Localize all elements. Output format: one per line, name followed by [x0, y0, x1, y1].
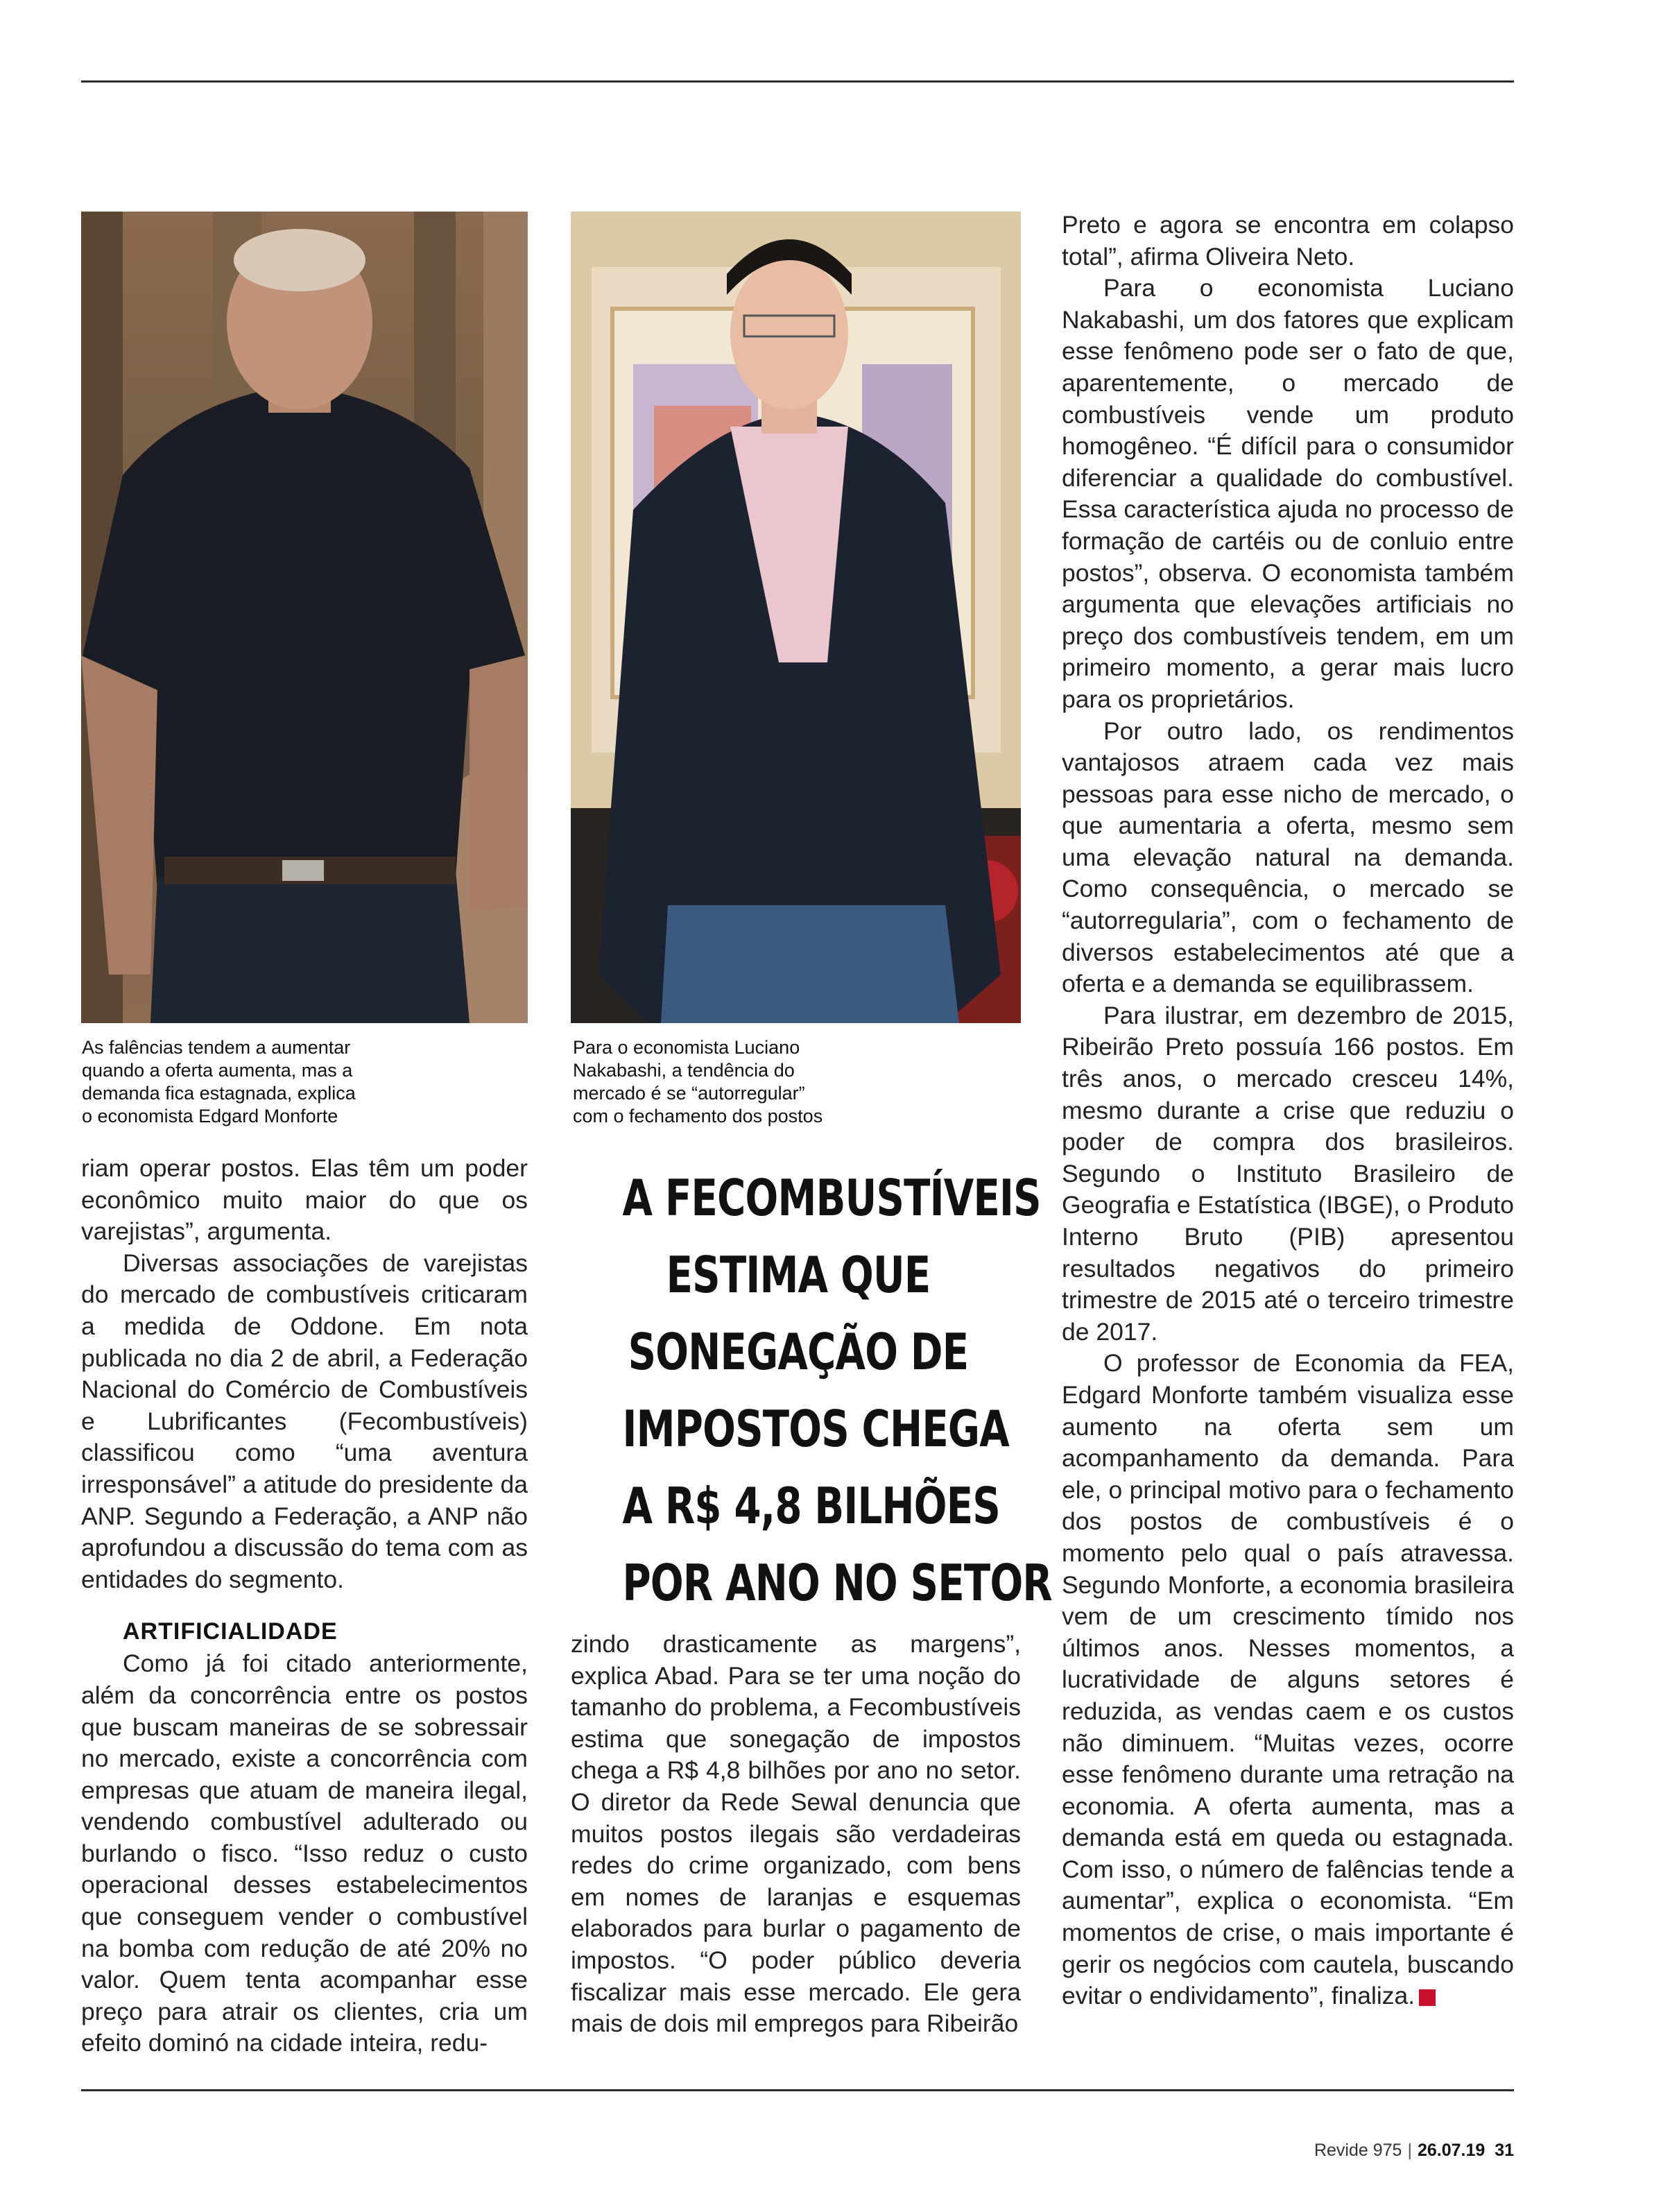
pull-quote-line: POR ANO NO SETOR — [622, 1554, 1052, 1612]
caption-line: demanda fica estagnada, explica — [82, 1083, 356, 1104]
paragraph: Para ilustrar, em dezembro de 2015, Ribeirão Preto possuía 166 postos. Em três anos, o mercado cresceu 14%, mesmo durante a crise que reduziu o poder de compra dos brasileiros. Segundo o Instituto Brasileiro de Geografia e Estatística (IBGE), o Produto Interno Bruto (PIB) apresentou resultados negativos do primeiro trimestre de 2015 até o terceiro trimestre de 2017. — [1062, 1001, 1514, 1346]
pull-quote-line: A FECOMBUSTÍVEIS — [622, 1169, 1041, 1227]
paragraph — [1062, 1348, 1514, 2012]
photo-luciano-nakabashi — [571, 212, 1021, 1023]
paragraph: riam operar postos. Elas têm um poder econômico muito maior do que os varejistas”, argumenta. — [81, 1154, 528, 1246]
photo-caption-left — [82, 1036, 356, 1128]
caption-line: As falências tendem a aumentar — [82, 1037, 351, 1058]
pull-quote-line: A R$ 4,8 BILHÕES — [622, 1477, 1000, 1535]
photo-caption-middle — [573, 1036, 823, 1128]
photo-edgard-monforte — [81, 212, 528, 1023]
caption-line: o economista Edgard Monforte — [82, 1106, 338, 1126]
page-footer — [1314, 2141, 1514, 2161]
column-middle — [571, 1629, 1021, 2040]
caption-line: Para o economista Luciano — [573, 1037, 800, 1058]
footer-separator: | — [1407, 2141, 1412, 2160]
bottom-rule — [81, 2089, 1514, 2091]
paragraph: zindo drasticamente as margens”, explica Abad. Para se ter uma noção do tamanho do problema, a Fecombustíveis estima que sonegação de impostos chega a R$ 4,8 bilhões por ano no setor. O diretor da Rede Sewal denuncia que muitos postos ilegais são verdadeiras redes do crime organizado, com bens em nomes de laranjas e esquemas elaborados para burlar o pagamento de impostos. “O poder público deveria fiscalizar mais esse mercado. Ele gera mais de dois mil empregos para Ribeirão — [571, 1630, 1021, 2038]
pull-quote-line: IMPOSTOS CHEGA — [622, 1400, 1009, 1458]
subheading: ARTIFICIALIDADE — [123, 1618, 338, 1645]
column-right — [1062, 209, 1514, 2012]
issue-date: 26.07.19 — [1417, 2141, 1486, 2160]
caption-line: mercado é se “autorregular” — [573, 1083, 805, 1104]
caption-line: quando a oferta aumenta, mas a — [82, 1060, 353, 1081]
paragraph: Diversas associações de varejistas do mercado de combustíveis criticaram a medida de Oddone. Em nota publicada no dia 2 de abril, a Federação Nacional do Comércio de Combustíveis e Lubrificantes (Fecombustíveis) classificou como “uma aventura irresponsável” a atitude do presidente da ANP. Segundo a Federação, a ANP não aprofundou a discussão do tema com as entidades do segmento. — [81, 1249, 528, 1593]
magazine-name: Revide 975 — [1314, 2141, 1402, 2160]
pull-quote-line: SONEGAÇÃO DE — [628, 1323, 969, 1381]
top-rule — [81, 80, 1514, 83]
caption-line: com o fechamento dos postos — [573, 1106, 823, 1126]
paragraph: Para o economista Luciano Nakabashi, um dos fatores que explicam esse fenômeno pode ser o fato de que, aparentemente, o mercado de combustíveis vende um produto homogêneo. “É difícil para o consumidor diferenciar a qualidade do combustível. Essa característica ajuda no processo de formação de cartéis ou de conluio entre postos”, observa. O economista também argumenta que elevações artificiais no preço dos combustíveis tendem, em um primeiro momento, a gerar mais lucro para os proprietários. — [1062, 274, 1514, 713]
paragraph-text: O professor de Economia da FEA, Edgard Monforte também visualiza esse aumento na oferta sem um acompanhamento da demanda. Para ele, o principal motivo para o fechamento dos postos de combustíveis é o momento pelo qual o país atravessa. Segundo Monforte, a economia brasileira vem de um crescimento tímido nos últimos anos. Nesses momentos, a lucratividade de alguns setores é reduzida, as vendas caem e os custos não diminuem. “Muitas vezes, ocorre esse fenômeno durante uma retração na economia. A oferta aumenta, mas a demanda está em queda ou estagnada. Com isso, o número de falências tende a aumentar”, explica o economista. “Em momentos de crise, o mais importante é gerir os negócios com cautela, buscando evitar o endividamento”, finaliza. — [1062, 1349, 1514, 2010]
paragraph: Como já foi citado anteriormente, além da concorrência entre os postos que buscam maneiras de se sobressair no mercado, existe a concorrência com empresas que atuam de maneira ilegal, vendendo combustível adulterado ou burlando o fisco. “Isso reduz o custo operacional desses estabelecimentos que conseguem vender o combustível na bomba com redução de até 20% no valor. Quem tenta acompanhar esse preço para atrair os clientes, cria um efeito dominó na cidade inteira, redu- — [81, 1649, 528, 2057]
revide-end-mark-icon: R — [1419, 1989, 1436, 2006]
page-number: 31 — [1495, 2141, 1514, 2160]
pull-quote — [622, 1160, 1052, 1622]
caption-line: Nakabashi, a tendência do — [573, 1060, 795, 1081]
paragraph: Preto e agora se encontra em colapso total”, afirma Oliveira Neto. — [1062, 211, 1514, 271]
paragraph: Por outro lado, os rendimentos vantajosos atraem cada vez mais pessoas para esse nicho de mercado, o que aumentaria a oferta, mesmo sem uma elevação natural na demanda. Como consequência, o mercado se “autorregularia”, com o fechamento de diversos estabelecimentos até que a oferta e a demanda se equilibrassem. — [1062, 717, 1514, 998]
pull-quote-line: ESTIMA QUE — [666, 1246, 931, 1304]
column-left — [81, 1153, 528, 2059]
